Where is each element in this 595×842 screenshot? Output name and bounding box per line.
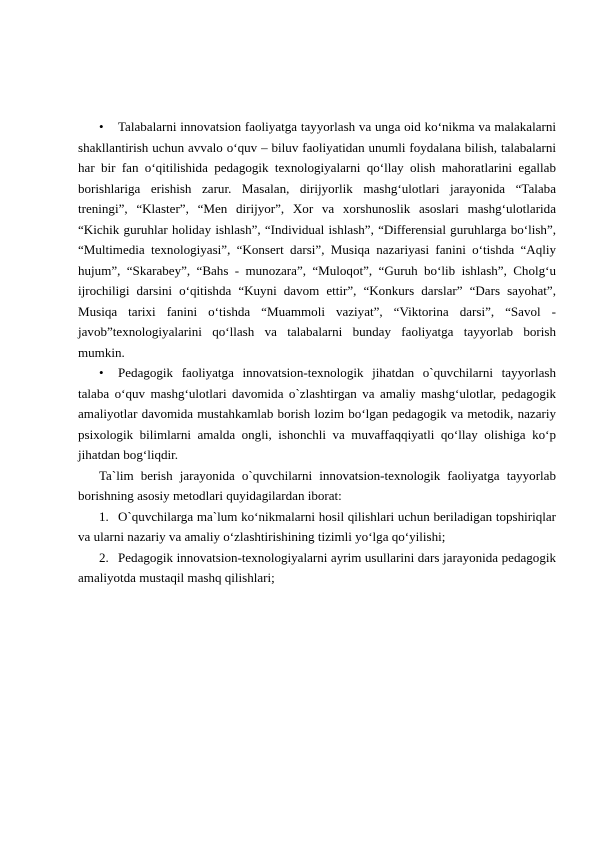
intro-paragraph (78, 466, 556, 507)
number-marker: 1. (99, 508, 109, 524)
numbered-item-2 (78, 548, 556, 589)
bullet-paragraph-2 (78, 363, 556, 466)
paragraph-text: O`quvchilarga ma`lum ko‘nikmalarni hosil qilishlari uchun beriladigan topshiriqlar va ularni nazariy va amaliy o‘zlashtirishining tizimli yo‘lga qo‘yilishi; (78, 508, 556, 544)
paragraph-text: Ta`lim berish jarayonida o`quvchilarni innovatsion-texnologik faoliyatga tayyorlab borishning asosiy metodlari quyidagilardan iborat: (78, 467, 556, 503)
paragraph-text: Talabalarni innovatsion faoliyatga tayyorlash va unga oid ko‘nikma va malakalarni shakllantirish uchun avvalo o‘quv – biluv faoliyatidan unumli foydalana bilish, talabalarni har bir fan o‘qitilishida pedagogik texnologiyalarni qo‘llay olish mahoratlarini egallab borishlariga erishish zarur. Masalan, dirijyorlik mashg‘ulotlari jarayonida “Talaba treningi”, “Klaster”, “Men dirijyor”, Xor va xorshunoslik asoslari mashg‘ulotlarida “Kichik guruhlar holiday ishlash”, “Individual ishlash”, “Differensial guruhlarga bo‘lish”, “Multimedia texnologiyasi”, “Konsert darsi”, Musiqa nazariyasi fanini o‘tishda “Aqliy hujum”, “Skarabey”, “Bahs - munozara”, “Muloqot”, “Guruh bo‘lib ishlash”, Cholg‘u ijrochiligi darsini o‘qitishda “Kuyni davom ettir”, “Konkurs darslar” “Dars sayohat”, Musiqa tarixi fanini o‘tishda “Muammoli vaziyat”, “Viktorina darsi”, “Savol - javob”texnologiyalarini qo‘llash va talabalarni bunday faoliyatga tayyorlab borish mumkin. (78, 119, 556, 360)
bullet-marker: • (99, 119, 104, 134)
paragraph-text: Pedagogik faoliyatga innovatsion-texnologik jihatdan o`quvchilarni tayyorlash talaba o‘quv mashg‘ulotlari davomida o`zlashtirgan va amaliy mashg‘ulotlar, pedagogik amaliyotlar davomida mustahkamlab borish lozim bo‘lgan pedagogik va metodik, nazariy psixologik bilimlarni amalda ongli, ishonchli va muvaffaqqiyatli qo‘llay olishiga ko‘p jihatdan bog‘liqdir. (78, 365, 556, 462)
number-marker: 2. (99, 549, 109, 565)
document-page (78, 117, 556, 589)
bullet-marker: • (99, 365, 104, 380)
bullet-paragraph-1 (78, 117, 556, 363)
numbered-item-1 (78, 507, 556, 548)
paragraph-text: Pedagogik innovatsion-texnologiyalarni ayrim usullarini dars jarayonida pedagogik amaliyotda mustaqil mashq qilishlari; (78, 549, 556, 585)
